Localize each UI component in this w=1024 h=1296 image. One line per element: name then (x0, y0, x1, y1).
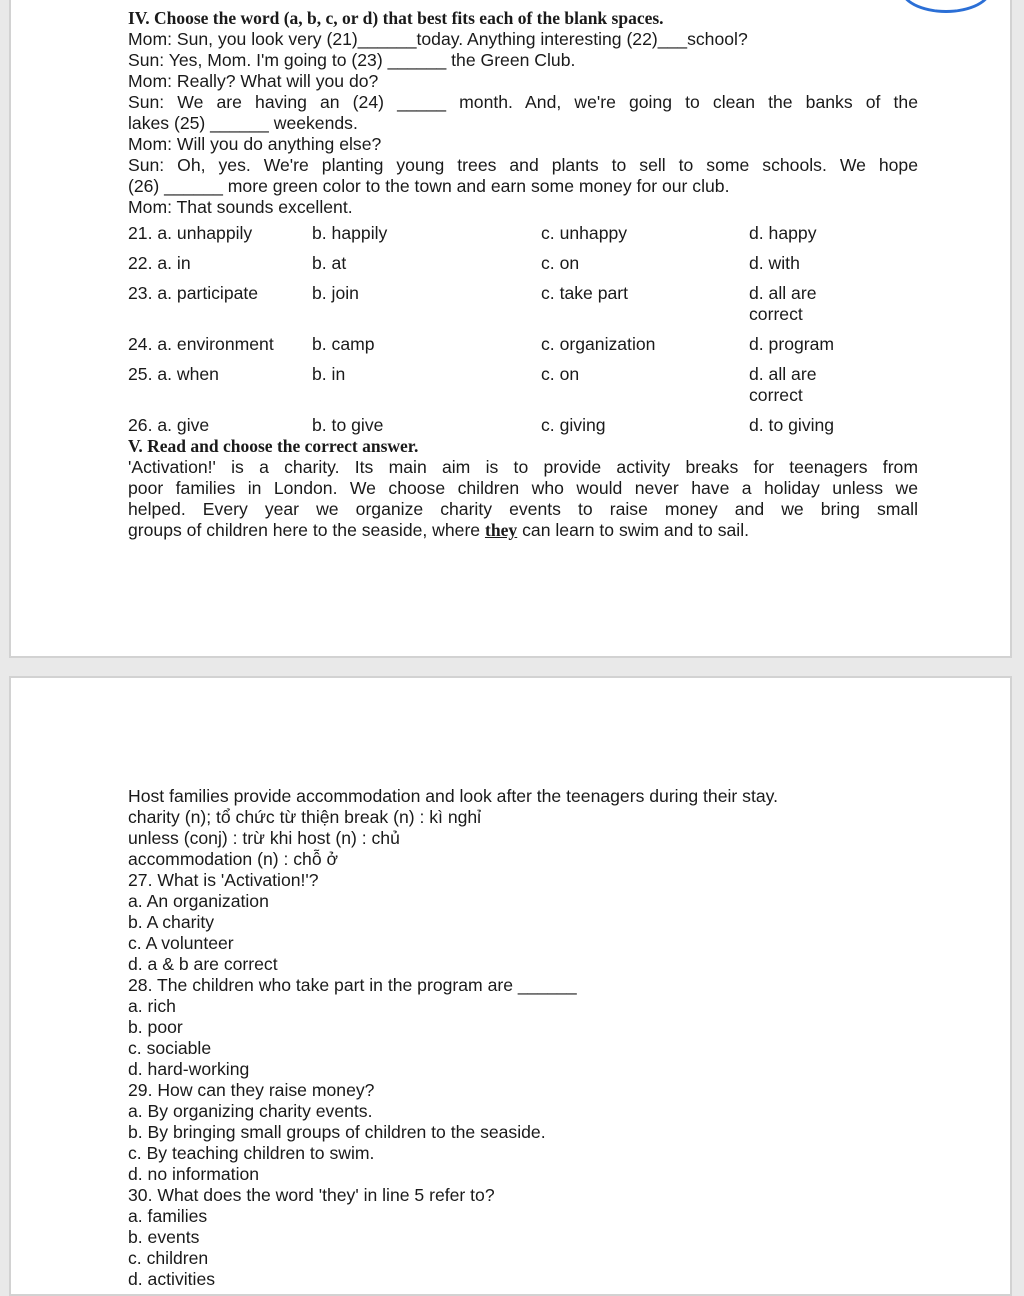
option-b: b. join (312, 283, 359, 303)
option-c: c. on (541, 364, 580, 384)
vocab-line: accommodation (n) : chỗ ở (128, 849, 339, 869)
option-c: c. unhappy (541, 223, 628, 243)
vocab-line: charity (n); tổ chức từ thiện break (n) : kì nghỉ (128, 807, 482, 827)
dialogue-line: Mom: That sounds excellent. (128, 197, 353, 217)
passage-line: 'Activation!' is a charity. Its main aim is to provide activity breaks for teenagers from (128, 457, 918, 477)
option-a: 21. a. unhappily (128, 223, 253, 243)
answer-option: a. By organizing charity events. (128, 1101, 373, 1121)
answer-option: c. By teaching children to swim. (128, 1143, 375, 1163)
option-b: b. happily (312, 223, 388, 243)
option-d: d. happy (749, 223, 817, 243)
option-a: 25. a. when (128, 364, 219, 384)
dialogue-line: Sun: Yes, Mom. I'm going to (23) ______ the Green Club. (128, 50, 576, 70)
underlined-word: they (484, 520, 518, 540)
dialogue-line: Mom: Really? What will you do? (128, 71, 379, 91)
option-a: 24. a. environment (128, 334, 274, 354)
passage-line: poor families in London. We choose children who would never have a holiday unless we (128, 478, 918, 498)
option-b: b. at (312, 253, 347, 273)
option-b: b. in (312, 364, 346, 384)
passage-line: Host families provide accommodation and look after the teenagers during their stay. (128, 786, 779, 806)
zalo-logo (900, 0, 1024, 12)
option-b: b. to give (312, 415, 384, 435)
option-d: d. to giving (749, 415, 835, 435)
answer-option: b. events (128, 1227, 200, 1247)
reading-questions (128, 786, 918, 1290)
option-row (128, 331, 918, 361)
question-30: 30. What does the word 'they' in line 5 refer to? (128, 1185, 495, 1205)
option-a: 22. a. in (128, 253, 191, 273)
option-c: c. organization (541, 334, 656, 354)
section-4-heading: IV. Choose the word (a, b, c, or d) that best fits each of the blank spaces. (128, 8, 664, 28)
answer-option: d. hard-working (128, 1059, 250, 1079)
dialogue-line: Sun: We are having an (24) _____ month. And, we're going to clean the banks of the (128, 92, 918, 112)
option-row (128, 250, 918, 280)
answer-option: d. a & b are correct (128, 954, 278, 974)
vocab-line: unless (conj) : trừ khi host (n) : chủ (128, 828, 400, 848)
dialogue-line: (26) ______ more green color to the town and earn some money for our club. (128, 176, 730, 196)
option-row (128, 361, 918, 412)
option-d: d. with (749, 253, 800, 273)
option-a: 26. a. give (128, 415, 210, 435)
option-d: d. program (749, 334, 835, 354)
answer-option: a. families (128, 1206, 208, 1226)
passage-line: helped. Every year we organize charity events to raise money and we bring small (128, 499, 918, 519)
dialogue-line: Mom: Sun, you look very (21)______today. Anything interesting (22)___school? (128, 29, 748, 49)
option-b: b. camp (312, 334, 375, 354)
option-c: c. take part (541, 283, 629, 303)
option-row (128, 220, 918, 250)
answer-option: b. poor (128, 1017, 183, 1037)
passage-text: can learn to swim and to sail. (517, 520, 749, 540)
option-a: 23. a. participate (128, 283, 259, 303)
answer-option: b. By bringing small groups of children to the seaside. (128, 1122, 546, 1142)
answer-option: c. sociable (128, 1038, 212, 1058)
answer-option: c. A volunteer (128, 933, 234, 953)
passage-text: groups of children here to the seaside, where (128, 520, 485, 540)
exercise-section (128, 8, 918, 541)
option-d: d. all are correct (749, 364, 817, 405)
dialogue-line: Mom: Will you do anything else? (128, 134, 382, 154)
answer-option: d. activities (128, 1269, 216, 1289)
answer-option: b. A charity (128, 912, 215, 932)
option-row (128, 412, 918, 436)
answer-options-table (128, 220, 918, 436)
document-page-2 (9, 676, 1012, 1296)
option-c: c. giving (541, 415, 606, 435)
document-page-1 (9, 0, 1012, 658)
passage-line (128, 520, 918, 541)
option-c: c. on (541, 253, 580, 273)
answer-option: a. An organization (128, 891, 269, 911)
dialogue-line: lakes (25) ______ weekends. (128, 113, 358, 133)
option-d: d. all are correct (749, 283, 817, 324)
dialogue-line: Sun: Oh, yes. We're planting young trees and plants to sell to some schools. We hope (128, 155, 918, 175)
answer-option: d. no information (128, 1164, 260, 1184)
question-28: 28. The children who take part in the program are ______ (128, 975, 577, 995)
question-29: 29. How can they raise money? (128, 1080, 375, 1100)
option-row (128, 280, 918, 331)
answer-option: c. children (128, 1248, 209, 1268)
answer-option: a. rich (128, 996, 176, 1016)
section-5-heading: V. Read and choose the correct answer. (128, 436, 419, 456)
question-27: 27. What is 'Activation!'? (128, 870, 319, 890)
